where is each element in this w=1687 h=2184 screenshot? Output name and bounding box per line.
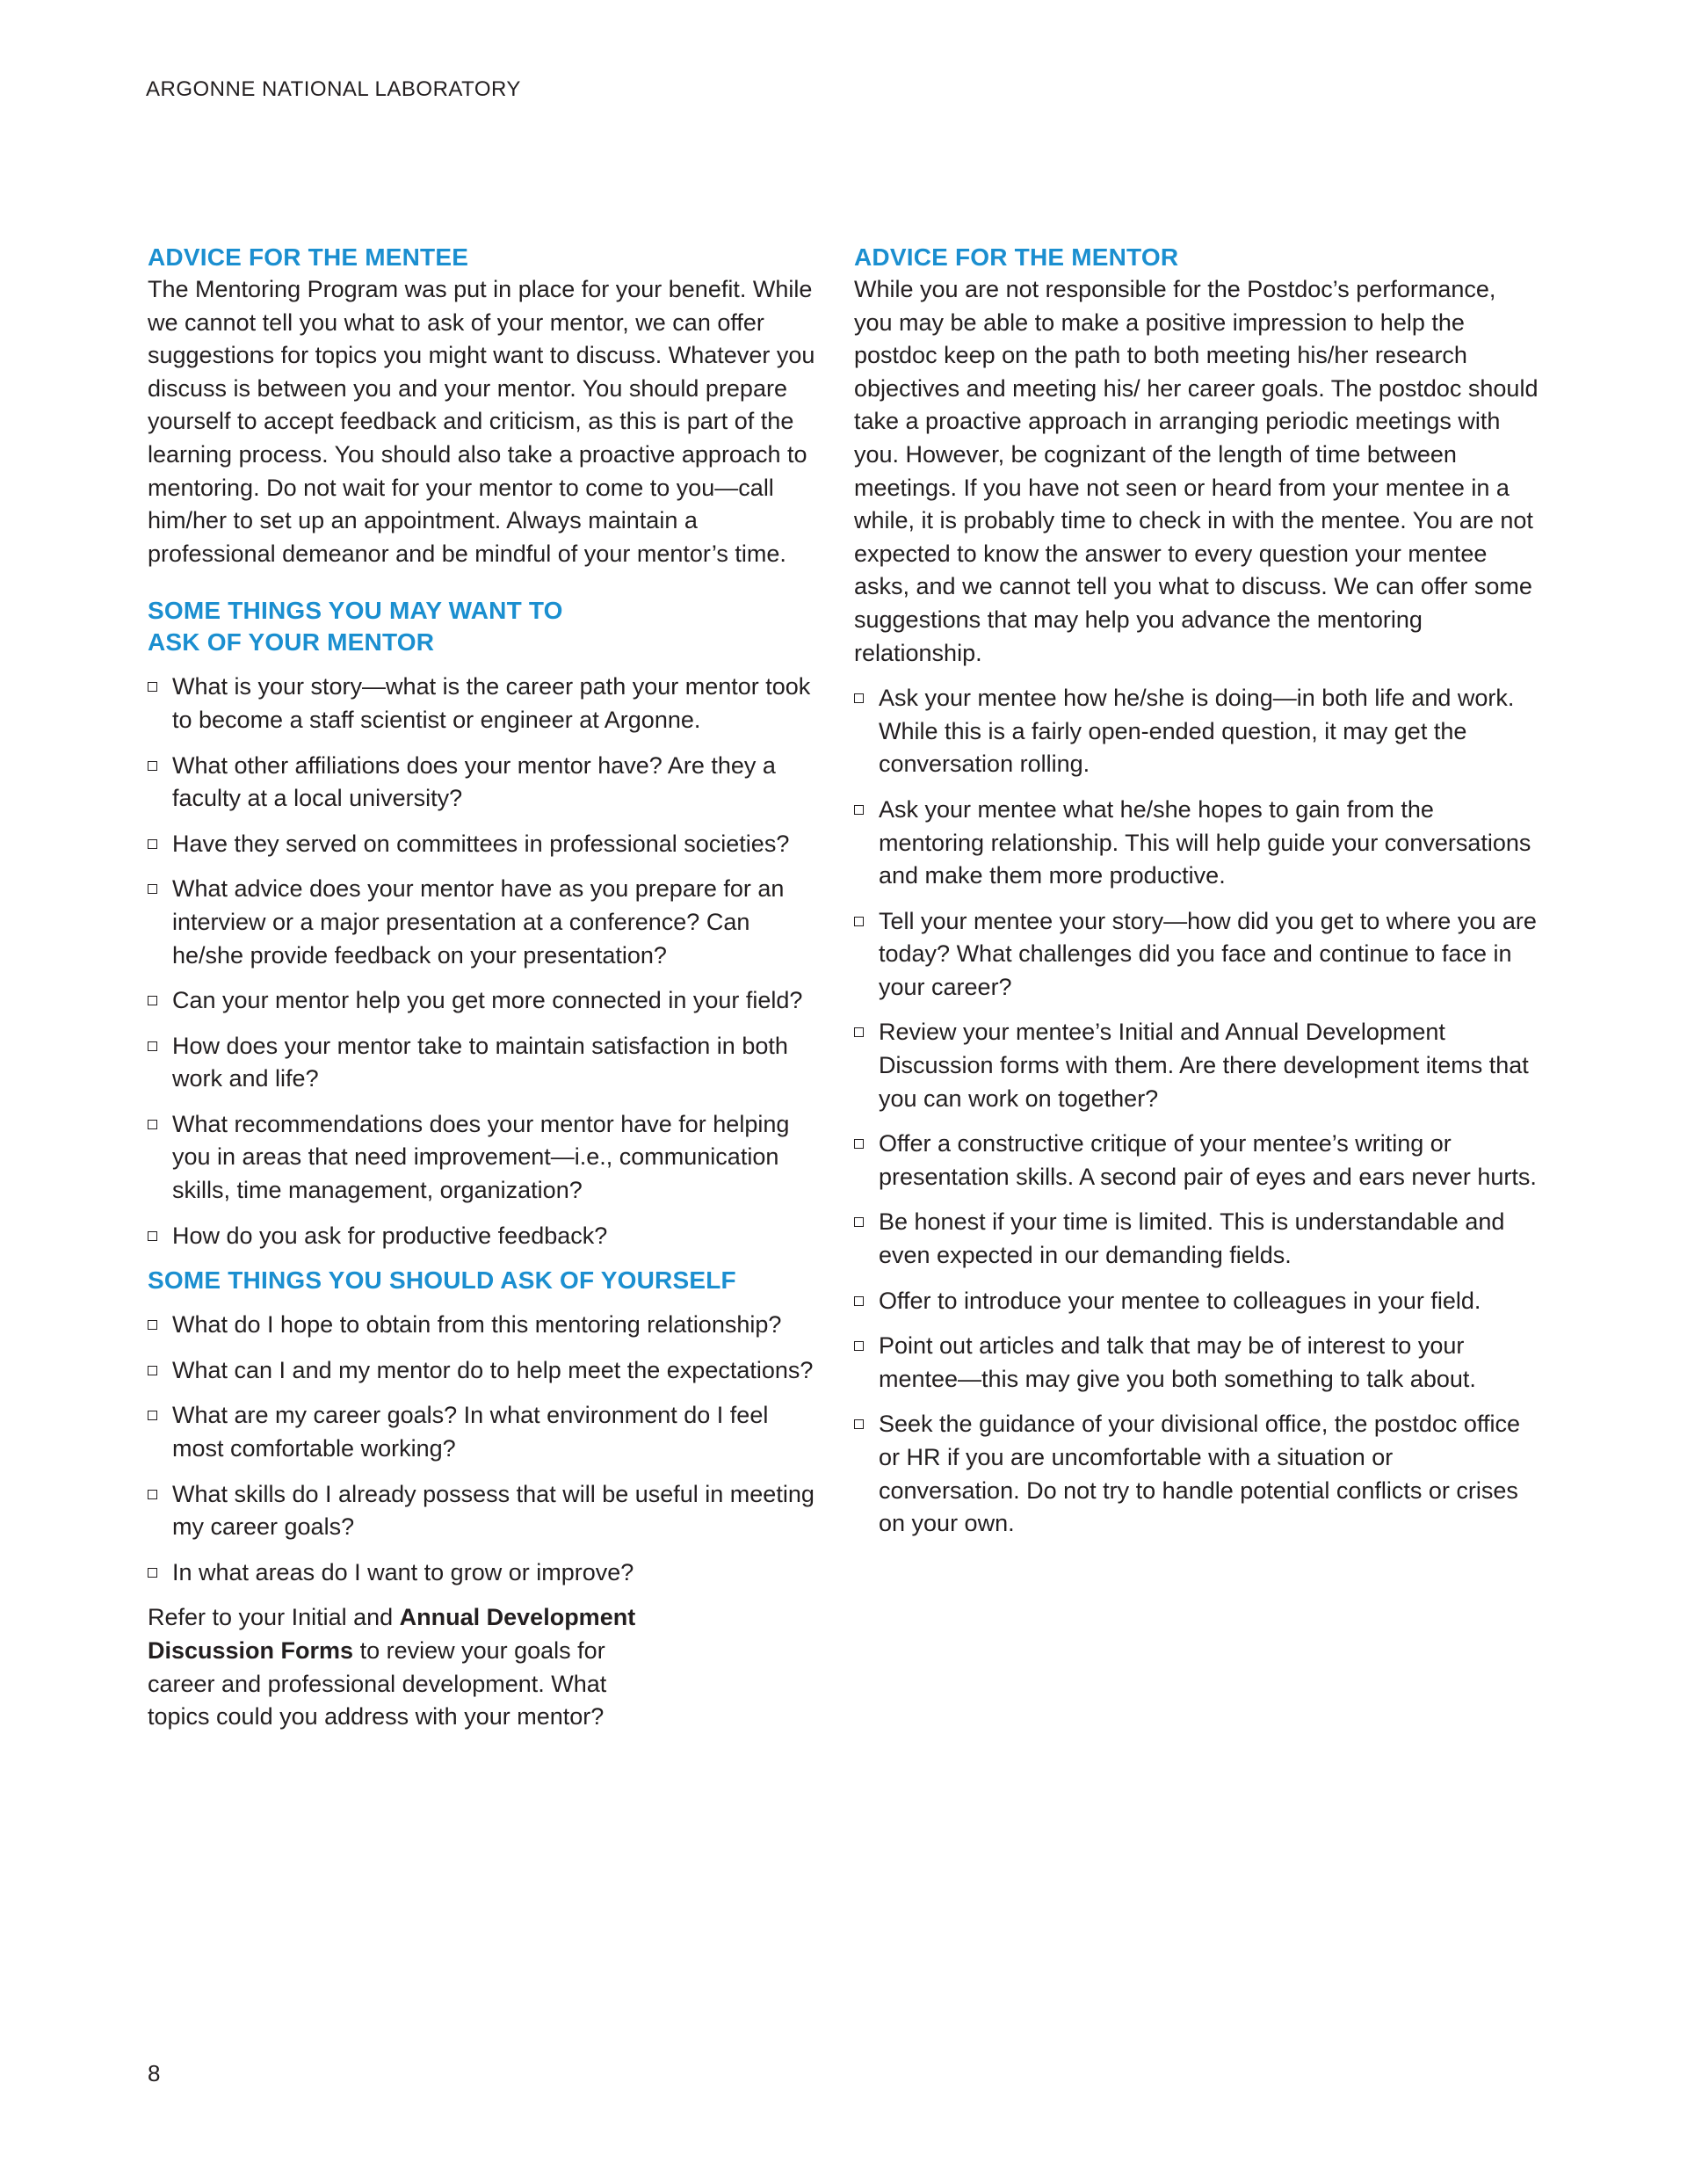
list-item (854, 1330, 1539, 1396)
forms-reference: Annual Development Discussion Forms (148, 1604, 636, 1664)
checkbox-icon[interactable] (148, 884, 157, 894)
list-item-text: What do I hope to obtain from this mentoring relationship? (172, 1311, 782, 1339)
list-item-text: What are my career goals? In what environment do I feel most comfortable working? (172, 1402, 769, 1462)
list-item (148, 671, 815, 736)
checkbox-icon[interactable] (148, 1490, 157, 1499)
list-item (854, 794, 1539, 893)
list-item (148, 1309, 815, 1342)
checkbox-icon[interactable] (854, 693, 864, 703)
list-item (148, 1556, 815, 1590)
ask-yourself-list (148, 1309, 815, 1589)
left-column (148, 242, 815, 1734)
checkbox-icon[interactable] (148, 1320, 157, 1330)
list-item (148, 828, 815, 861)
list-item (148, 1399, 815, 1465)
list-item-text: What other affiliations does your mentor have? Are they a faculty at a local university? (172, 751, 776, 812)
page-number: 8 (148, 2060, 161, 2086)
right-column (854, 242, 1539, 1553)
list-item (148, 750, 815, 816)
checkbox-icon[interactable] (854, 1341, 864, 1351)
list-item (148, 1220, 815, 1253)
checkbox-icon[interactable] (148, 1568, 157, 1578)
list-item (854, 905, 1539, 1005)
ask-yourself-heading: SOME THINGS YOU SHOULD ASK OF YOURSELF (148, 1266, 736, 1295)
mentor-heading: ADVICE FOR THE MENTOR (854, 243, 1179, 271)
list-item (854, 1016, 1539, 1115)
checkbox-icon[interactable] (148, 1120, 157, 1129)
checkbox-icon[interactable] (148, 996, 157, 1005)
mentee-heading: ADVICE FOR THE MENTEE (148, 243, 469, 271)
list-item (148, 984, 815, 1018)
list-item (854, 1408, 1539, 1540)
closing-prefix: Refer to your Initial and (148, 1604, 400, 1631)
list-item-text: Offer a constructive critique of your mentee’s writing or presentation skills. A second pair of eyes and ears never hurts. (879, 1130, 1537, 1190)
checkbox-icon[interactable] (854, 1027, 864, 1037)
list-item-text: Offer to introduce your mentee to colleagues in your field. (879, 1287, 1481, 1314)
list-item-text: Ask your mentee how he/she is doing—in both life and work. While this is a fairly open-ended question, it may get the conversation rolling. (879, 685, 1515, 778)
list-item-text: What skills do I already possess that will be useful in meeting my career goals? (172, 1480, 815, 1541)
list-item-text: What is your story—what is the career path your mentor took to become a staff scientist or engineer at Argonne. (172, 673, 811, 733)
list-item (148, 1108, 815, 1208)
mentor-list (854, 682, 1539, 1541)
checkbox-icon[interactable] (148, 1411, 157, 1420)
checkbox-icon[interactable] (854, 805, 864, 815)
checkbox-icon[interactable] (854, 1419, 864, 1429)
list-item-text: Can your mentor help you get more connected in your field? (172, 987, 803, 1014)
checkbox-icon[interactable] (854, 1217, 864, 1227)
running-header: ARGONNE NATIONAL LABORATORY (146, 77, 521, 101)
list-item-text: Review your mentee’s Initial and Annual Development Discussion forms with them. Are there development items that you can work on together? (879, 1019, 1529, 1112)
checkbox-icon[interactable] (148, 1366, 157, 1375)
checkbox-icon[interactable] (148, 682, 157, 692)
checkbox-icon[interactable] (148, 1231, 157, 1241)
ask-mentor-heading-line1: SOME THINGS YOU MAY WANT TO (148, 597, 563, 625)
mentee-paragraph: The Mentoring Program was put in place for your benefit. While we cannot tell you what to ask of your mentor, we can offer suggestions for topics you might want to discuss. Whatever you discuss is between you and your mentor. You should prepare yourself to accept feedback and criticism, as this is part of the learning process. You should also take a proactive approach to mentoring. Do not wait for your mentor to come to you—call him/her to set up an appointment. Always maintain a professional demeanor and be mindful of your mentor’s time. (148, 276, 815, 567)
list-item-text: Tell your mentee your story—how did you get to where you are today? What challenges did you face and continue to face in your career? (879, 907, 1537, 1000)
list-item (148, 873, 815, 972)
checkbox-icon[interactable] (854, 1296, 864, 1306)
list-item (148, 1354, 815, 1388)
closing-suffix: to review your goals for career and professional development. What topics could you address with your mentor? (148, 1637, 607, 1731)
list-item-text: How do you ask for productive feedback? (172, 1222, 608, 1249)
list-item (854, 1128, 1539, 1194)
list-item-text: Seek the guidance of your divisional office, the postdoc office or HR if you are uncomfortable with a situation or conversation. Do not try to handle potential conflicts or crises on your own. (879, 1411, 1520, 1537)
list-item-text: What advice does your mentor have as you prepare for an interview or a major presentation at a conference? Can he/she provide feedback on your presentation? (172, 875, 785, 969)
list-item (854, 1285, 1539, 1318)
list-item-text: Ask your mentee what he/she hopes to gain from the mentoring relationship. This will help guide your conversations and make them more productive. (879, 795, 1531, 889)
list-item-text: What can I and my mentor do to help meet the expectations? (172, 1356, 814, 1383)
checkbox-icon[interactable] (148, 1041, 157, 1051)
list-item-text: Have they served on committees in professional societies? (172, 830, 790, 857)
list-item-text: In what areas do I want to grow or improve? (172, 1558, 634, 1585)
checkbox-icon[interactable] (148, 761, 157, 771)
checkbox-icon[interactable] (854, 1139, 864, 1149)
list-item-text: How does your mentor take to maintain satisfaction in both work and life? (172, 1032, 788, 1092)
checkbox-icon[interactable] (854, 917, 864, 926)
ask-mentor-heading-line2: ASK OF YOUR MENTOR (148, 628, 435, 657)
list-item (148, 1030, 815, 1096)
mentor-paragraph: While you are not responsible for the Postdoc’s performance, you may be able to make a positive impression to help the postdoc keep on the path to both meeting his/her research objectives and meeting his/ her career goals. The postdoc should take a proactive approach in arranging periodic meetings with you. However, be cognizant of the length of time between meetings. If you have not seen or heard from your mentee in a while, it is probably time to check in with the mentee. You are not expected to know the answer to every question your mentee asks, and we cannot tell you what to discuss. We can offer some suggestions that may help you advance the mentoring relationship. (854, 276, 1539, 666)
list-item-text: Be honest if your time is limited. This is understandable and even expected in our demanding fields. (879, 1208, 1505, 1269)
ask-mentor-list (148, 671, 815, 1252)
list-item-text: Point out articles and talk that may be of interest to your mentee—this may give you both something to talk about. (879, 1332, 1476, 1392)
checkbox-icon[interactable] (148, 839, 157, 849)
list-item (854, 682, 1539, 781)
closing-paragraph (148, 1601, 675, 1733)
list-item-text: What recommendations does your mentor have for helping you in areas that need improvement—i.e., communication skills, time management, organization? (172, 1110, 790, 1204)
list-item (854, 1206, 1539, 1272)
ask-mentor-heading (148, 595, 815, 658)
list-item (148, 1478, 815, 1544)
